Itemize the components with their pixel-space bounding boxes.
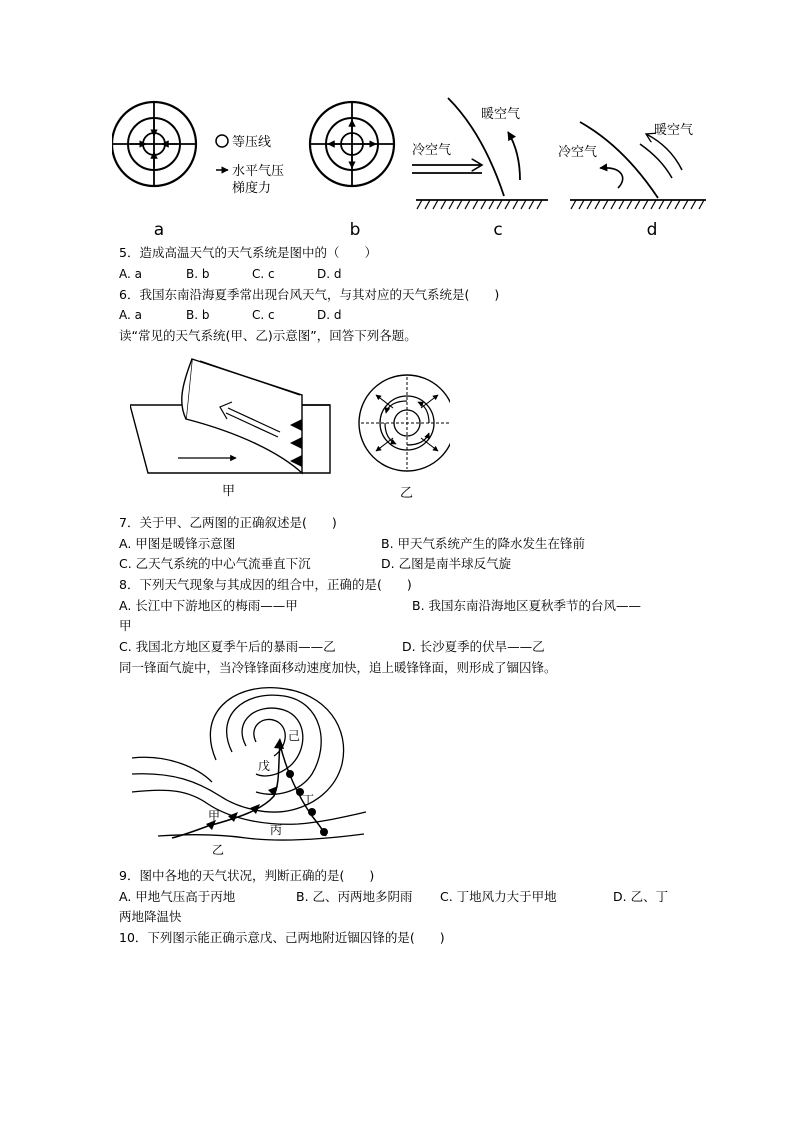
legend-isobar: 等压线 (232, 135, 272, 150)
diagram-jia-cold-front (130, 359, 330, 473)
figure-label-yi: 乙 (400, 486, 414, 501)
panel-label-a: a (153, 220, 165, 240)
q8-option-b[interactable]: B. 我国东南沿海地区夏秋季节的台风—— (412, 598, 642, 613)
q9-option-a[interactable]: A. 甲地气压高于丙地 (119, 889, 236, 904)
q9-option-d[interactable]: D. 乙、丁 (613, 889, 669, 904)
place-label-yi: 乙 (212, 843, 225, 857)
q9-option-d-continued[interactable]: 两地降温快 (119, 909, 182, 924)
figure-pressure-systems (112, 92, 712, 242)
q6-option-a[interactable]: A. a (119, 308, 142, 322)
diagram-b-high-pressure (310, 102, 394, 186)
diagram-yi-pressure-system (359, 375, 450, 471)
q9-option-b[interactable]: B. 乙、丙两地多阴雨 (296, 889, 413, 904)
intro-weather-systems: 读“常见的天气系统(甲、乙)示意图”，回答下列各题。 (119, 328, 417, 343)
q5-option-a[interactable]: A. a (119, 267, 142, 281)
figure-frontal-cyclone (128, 686, 368, 861)
isobar-legend-icon (216, 135, 228, 147)
q5-option-b[interactable]: B. b (186, 267, 210, 281)
q8-option-b-continued[interactable]: 甲 (119, 618, 132, 633)
q8-option-c[interactable]: C. 我国北方地区夏季午后的暴雨——乙 (119, 639, 336, 654)
place-label-jia: 甲 (208, 809, 221, 823)
legend-pgf-2: 梯度力 (232, 181, 272, 196)
q7-option-d[interactable]: D. 乙图是南半球反气旋 (381, 556, 512, 571)
place-label-bing: 丙 (270, 823, 283, 837)
q8-option-d[interactable]: D. 长沙夏季的伏旱——乙 (402, 639, 545, 654)
diagram-a-low-pressure (112, 102, 196, 186)
q7-option-b[interactable]: B. 甲天气系统产生的降水发生在锋前 (381, 536, 586, 551)
intro-occluded-front: 同一锋面气旋中，当冷锋锋面移动速度加快，追上暖锋锋面，则形成了锢囚锋。 (119, 660, 557, 675)
q5-option-d[interactable]: D. d (317, 267, 342, 281)
q6-option-b[interactable]: B. b (186, 308, 210, 322)
question-6-stem: 6．我国东南沿海夏季常出现台风天气，与其对应的天气系统是( ) (119, 287, 500, 302)
cold-air-label-d: 冷空气 (558, 145, 598, 160)
q8-option-a[interactable]: A. 长江中下游地区的梅雨——甲 (119, 598, 298, 613)
figure-label-jia: 甲 (222, 484, 236, 499)
question-7-stem: 7．关于甲、乙两图的正确叙述是( ) (119, 515, 337, 530)
q7-option-c[interactable]: C. 乙天气系统的中心气流垂直下沉 (119, 556, 311, 571)
figure-jia-yi (130, 355, 450, 505)
panel-label-b: b (349, 220, 361, 240)
q6-option-d[interactable]: D. d (317, 308, 342, 322)
q7-option-a[interactable]: A. 甲图是暖锋示意图 (119, 536, 236, 551)
q5-option-c[interactable]: C. c (252, 267, 275, 281)
panel-label-d: d (646, 220, 658, 240)
question-8-stem: 8．下列天气现象与其成因的组合中，正确的是( ) (119, 577, 412, 592)
warm-air-label-c: 暖空气 (481, 107, 521, 122)
q6-option-c[interactable]: C. c (252, 308, 275, 322)
q9-option-c[interactable]: C. 丁地风力大于甲地 (440, 889, 557, 904)
cold-air-label-c: 冷空气 (412, 143, 452, 158)
place-label-wu: 戊 (258, 759, 271, 773)
place-label-ding: 丁 (302, 793, 315, 807)
question-10-stem: 10．下列图示能正确示意戊、己两地附近锢囚锋的是( ) (119, 930, 445, 945)
warm-air-label-d: 暖空气 (654, 123, 694, 138)
panel-label-c: c (493, 220, 503, 240)
question-5-stem: 5．造成高温天气的天气系统是图中的（ ） (119, 245, 377, 260)
legend-pgf-1: 水平气压 (232, 164, 285, 179)
question-9-stem: 9．图中各地的天气状况，判断正确的是( ) (119, 868, 375, 883)
place-label-ji: 己 (288, 729, 301, 743)
